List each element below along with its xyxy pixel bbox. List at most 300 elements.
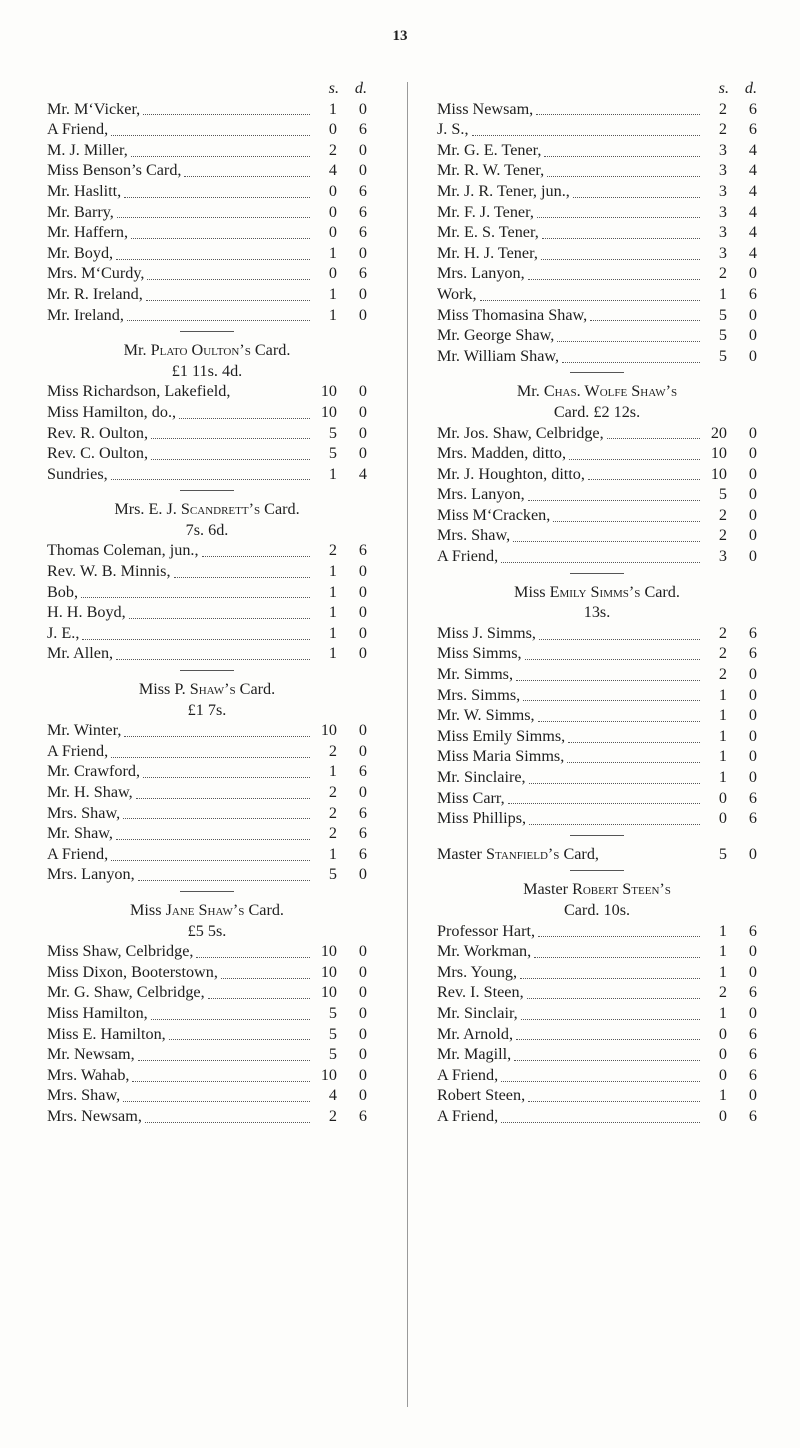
amount-shillings: 5 [328,423,337,442]
amount-pence: 6 [358,803,367,822]
subscription-row [437,305,757,326]
subscriber-name: Work, [437,284,477,303]
amount-shillings: 0 [718,788,727,807]
dotted-leader [590,316,700,321]
amount-pence: 0 [358,962,367,981]
subscriber-name: Mrs. Shaw, [47,1086,121,1105]
subscriber-name: Mr. Haslitt, [47,181,122,200]
amount-pence: 0 [748,547,757,566]
dotted-leader [116,835,310,840]
card-total: Card. £2 12s. [553,402,641,421]
subscriber-name: Mr. M‘Vicker, [47,99,141,118]
amount-pence: 4 [748,223,757,242]
card-title-suffix: Card. [260,500,300,519]
card-title-suffix: Card, [559,844,599,863]
subscription-row [47,263,367,284]
card-title [437,844,599,865]
subscription-row [437,140,757,161]
amount-pence: 0 [358,99,367,118]
subscription-row [47,741,367,762]
subscriber-name: Mr. G. Shaw, Celbridge, [47,983,205,1002]
amount-shillings: 5 [328,1045,337,1064]
subscription-row [437,525,757,546]
subscriber-name: Miss Emily Simms, [437,726,566,745]
amount-pence: 0 [358,1003,367,1022]
subscription-row [47,1065,367,1086]
dotted-leader [132,1077,310,1082]
dotted-leader [116,255,310,260]
dotted-leader [174,573,310,578]
subscription-row [47,222,367,243]
dotted-leader [538,932,700,937]
dotted-leader [513,537,700,542]
subscriber-name: Mrs. Newsam, [47,1106,142,1125]
amount-shillings: 0 [328,120,337,139]
amount-pence: 0 [358,1045,367,1064]
amount-shillings: 1 [718,942,727,961]
pence-header: d. [744,79,757,97]
card-holder-name: Robert Steen’s [572,880,671,899]
dotted-leader [573,193,700,198]
subscriber-name: Professor Hart, [437,921,536,940]
subscription-row [437,705,757,726]
subscriber-name: Mrs. Wahab, [47,1065,130,1084]
subscription-row [47,561,367,582]
card-holder-name: Stanfield’s [486,844,560,863]
subscription-row [437,263,757,284]
card-title-prefix: Master [437,844,486,863]
card-total: £1 11s. 4d. [171,361,243,380]
amount-pence: 0 [358,284,367,303]
amount-pence: 0 [358,444,367,463]
subscription-row [437,325,757,346]
dotted-leader [151,455,310,460]
subscription-row [47,284,367,305]
amount-pence: 0 [358,741,367,760]
dotted-leader [521,1015,700,1020]
dotted-leader [221,974,310,979]
dotted-leader [111,475,310,480]
card-holder-name: Plato Oulton’s [150,341,251,360]
amount-shillings: 2 [328,140,337,159]
amount-pence: 6 [358,762,367,781]
amount-shillings: 1 [328,762,337,781]
dotted-leader [143,110,310,115]
dotted-leader [534,953,700,958]
subscription-row [47,1106,367,1127]
amount-shillings: 5 [718,326,727,345]
amount-shillings: 2 [718,983,727,1002]
subscriber-name: Mr. G. E. Tener, [437,140,542,159]
subscriber-name: Mr. Crawford, [47,762,141,781]
subscriber-name: Miss Phillips, [437,809,527,828]
dotted-leader [541,255,700,260]
amount-pence: 6 [358,1106,367,1125]
amount-pence: 6 [748,921,757,940]
subscriber-name: Rev. W. B. Minnis, [47,562,171,581]
subscriber-name: A Friend, [47,844,109,863]
subscriber-name: Mr. H. J. Tener, [437,243,538,262]
amount-pence: 0 [358,644,367,663]
subscription-row [437,243,757,264]
amount-shillings: 1 [718,921,727,940]
amount-shillings: 1 [718,284,727,303]
subscriber-name: Miss Dixon, Booterstown, [47,962,218,981]
amount-shillings: 10 [320,382,337,401]
subscription-row [437,1065,757,1086]
subscription-row [437,664,757,685]
subscription-row [437,464,757,485]
card-holder-name: Chas. Wolfe Shaw’s [543,382,678,401]
subscription-row [47,623,367,644]
amount-shillings: 1 [718,1003,727,1022]
dotted-leader [131,234,310,239]
amount-shillings: 1 [328,582,337,601]
subscription-row [437,1044,757,1065]
subscriber-name: Mr. George Shaw, [437,326,555,345]
amount-shillings: 1 [718,706,727,725]
subscription-row [47,844,367,865]
amount-shillings: 10 [320,402,337,421]
amount-pence: 6 [748,623,757,642]
dotted-leader [208,994,310,999]
dotted-leader [81,593,310,598]
subscriber-name: Mr. E. S. Tener, [437,223,539,242]
subscriber-name: Miss Simms, [437,644,522,663]
subscriber-name: Mr. Sinclaire, [437,768,526,786]
subscription-row [437,623,757,644]
amount-pence: 0 [358,423,367,442]
dotted-leader [138,1056,310,1061]
card-title-suffix: Card. [640,582,680,601]
subscription-row [437,808,757,829]
card-holder-name: Emily Simms’s [549,582,641,601]
amount-pence: 0 [358,1086,367,1105]
dotted-leader [529,820,700,825]
amount-pence: 0 [748,444,757,463]
left-column [47,78,367,1127]
dotted-leader [124,193,310,198]
subscriber-name: Mr. Allen, [47,644,114,663]
amount-shillings: 5 [718,346,727,365]
card-title [47,900,367,921]
dotted-leader [568,738,700,743]
amount-shillings: 0 [718,1065,727,1084]
amount-shillings: 1 [328,284,337,303]
dotted-leader [523,696,700,701]
subscriber-name: Miss Richardson, Lakefield, [47,382,231,401]
amount-pence: 6 [748,1024,757,1043]
subscriber-name: Mr. H. Shaw, [47,783,133,801]
amount-pence: 0 [358,865,367,884]
subscription-row [437,443,757,464]
dotted-leader [111,856,310,861]
subscriber-name: Miss Shaw, Celbridge, [47,942,194,961]
subscriber-name: Robert Steen, [437,1086,526,1105]
amount-pence: 0 [748,423,757,442]
subscriber-name: Mrs. Shaw, [47,803,121,822]
section-rule [570,573,624,574]
dotted-leader [508,799,700,804]
amount-shillings: 1 [718,962,727,981]
subscriber-name: A Friend, [437,1065,499,1084]
dotted-leader [516,1035,700,1040]
amount-shillings: 0 [328,223,337,242]
amount-shillings: 1 [328,464,337,483]
amount-pence: 0 [358,1065,367,1084]
section-rule [180,490,234,491]
section-rule [570,372,624,373]
card-title-prefix: Mr. [123,341,151,360]
subscriber-name: Mrs. Madden, ditto, [437,444,567,463]
dotted-leader [588,475,700,480]
section-rule [180,891,234,892]
subscription-row [47,720,367,741]
amount-pence: 0 [748,962,757,981]
subscriber-name: Mr. Simms, [437,665,514,684]
card-title [47,340,367,361]
amount-shillings: 1 [718,747,727,766]
amount-pence: 6 [358,844,367,863]
subscriber-name: Mr. Jos. Shaw, Celbridge, [437,423,604,442]
subscriber-name: A Friend, [437,1106,499,1125]
dotted-leader [557,337,700,342]
subscription-row [47,1024,367,1045]
amount-pence: 0 [358,942,367,961]
amount-shillings: 1 [328,99,337,118]
amount-pence: 0 [358,562,367,581]
pence-header: d. [354,79,367,97]
subscriber-name: Rev. C. Oulton, [47,444,149,463]
dotted-leader [117,213,310,218]
dotted-leader [129,614,310,619]
subscription-row [437,982,757,1003]
amount-shillings: 0 [718,1024,727,1043]
dotted-leader [528,496,700,501]
amount-pence: 0 [748,1086,757,1105]
amount-shillings: 3 [718,547,727,566]
subscriber-name: J. S., [437,120,469,139]
amount-shillings: 1 [718,768,727,786]
subscriber-name: Mrs. Lanyon, [437,264,525,283]
subscription-row [47,1085,367,1106]
amount-pence: 0 [748,685,757,704]
card-title-prefix: Miss P. [138,680,190,699]
amount-pence: 6 [748,1106,757,1125]
amount-pence: 6 [748,1065,757,1084]
dotted-leader [124,732,310,737]
subscriber-name: Rev. R. Oulton, [47,423,149,442]
amount-pence: 6 [358,120,367,139]
subscriber-name: Mr. Workman, [437,942,532,961]
subscription-row [437,505,757,526]
dotted-leader [501,558,700,563]
amount-pence: 0 [358,983,367,1002]
amount-pence: 6 [358,223,367,242]
amount-pence: 0 [748,665,757,684]
amount-pence: 4 [748,202,757,221]
subscription-row [437,1106,757,1127]
subscriber-name: Mr. Arnold, [437,1024,513,1043]
subscriber-name: Mrs. Simms, [437,685,521,704]
amount-shillings: 2 [328,803,337,822]
subscriber-name: Miss Hamilton, [47,1003,148,1022]
amount-shillings: 3 [718,202,727,221]
card-total: 7s. 6d. [185,520,229,539]
subscription-row [47,140,367,161]
amount-shillings: 3 [718,140,727,159]
subscription-row [437,1024,757,1045]
subscriber-name: Mrs. Lanyon, [47,865,135,884]
amount-shillings: 1 [328,644,337,663]
amount-shillings: 2 [718,505,727,524]
column-header [437,78,757,99]
amount-pence: 4 [748,181,757,200]
amount-shillings: 10 [710,444,727,463]
amount-shillings: 20 [710,423,727,442]
dotted-leader [123,814,310,819]
card-title-prefix: Miss [514,582,550,601]
dotted-leader [143,773,310,778]
amount-pence: 6 [358,181,367,200]
subscriber-name: Miss Maria Simms, [437,747,565,766]
subscription-row [437,202,757,223]
dotted-leader [146,296,310,301]
dotted-leader [196,953,310,958]
amount-pence: 0 [748,505,757,524]
amount-shillings: 2 [328,541,337,560]
amount-shillings: 0 [718,1106,727,1125]
dotted-leader [607,434,700,439]
amount-pence: 6 [748,809,757,828]
subscription-row [437,643,757,664]
subscription-row [47,464,367,485]
amount-shillings: 5 [328,1003,337,1022]
column-header [47,78,367,99]
amount-shillings: 5 [718,485,727,504]
dotted-leader [525,655,700,660]
card-title [437,381,757,402]
subscriber-name: Mr. Ireland, [47,305,124,324]
dotted-leader [202,552,310,557]
dotted-leader [169,1035,310,1040]
dotted-leader [147,275,310,280]
subscription-row [437,726,757,747]
amount-shillings: 1 [328,305,337,324]
subscription-row [47,1003,367,1024]
subscriber-name: Mr. Newsam, [47,1045,135,1064]
amount-pence: 0 [358,582,367,601]
dotted-leader [123,1097,310,1102]
card-title-prefix: Master [523,880,573,899]
subscriber-name: M. J. Miller, [47,140,128,159]
amount-pence: 6 [748,284,757,303]
subscription-row [437,685,757,706]
subscriber-name: Mr. Shaw, [47,824,113,843]
dotted-leader [553,517,700,522]
subscription-row [47,160,367,181]
subscription-row [437,767,757,788]
dotted-leader [528,275,700,280]
dotted-leader [527,994,700,999]
subscription-row [47,402,367,423]
subscription-row [47,643,367,664]
dotted-leader [111,753,310,758]
dotted-leader [116,655,310,660]
amount-pence: 0 [358,402,367,421]
amount-shillings: 2 [718,526,727,545]
amount-pence: 0 [748,768,757,786]
dotted-leader [528,1097,700,1102]
amount-pence: 0 [358,161,367,180]
subscriber-name: A Friend, [437,547,499,566]
column-divider [407,82,408,1407]
card-total: 13s. [583,603,611,622]
subscriber-name: Mr. Boyd, [47,243,114,262]
subscriber-name: Mrs. Young, [437,962,518,981]
subscription-row [47,602,367,623]
subscription-row [437,962,757,983]
amount-shillings: 3 [718,161,727,180]
amount-pence: 0 [748,326,757,345]
subscription-row [437,346,757,367]
amount-shillings: 10 [320,942,337,961]
amount-shillings: 10 [320,1065,337,1084]
subscriber-name: Miss Carr, [437,788,505,807]
amount-pence: 0 [358,382,367,401]
amount-shillings: 1 [718,1086,727,1105]
card-holder-name: Scandrett’s [180,500,261,519]
card-holder-name: Jane Shaw’s [165,900,245,919]
subscriber-name: Mrs. Lanyon, [437,485,525,504]
dotted-leader [82,635,310,640]
subscriber-name: Miss Thomasina Shaw, [437,305,588,324]
amount-pence: 6 [748,120,757,139]
subscriber-name: Thomas Coleman, jun., [47,541,199,560]
amount-pence: 0 [748,844,757,863]
amount-shillings: 1 [328,562,337,581]
subscription-row [47,99,367,120]
subscriber-name: Bob, [47,582,79,601]
shillings-header: s. [718,79,729,97]
amount-pence: 0 [358,305,367,324]
amount-pence: 6 [748,1045,757,1064]
amount-shillings: 2 [718,665,727,684]
dotted-leader [514,1056,700,1061]
amount-shillings: 5 [718,844,727,863]
subscription-row [47,181,367,202]
amount-shillings: 0 [328,264,337,283]
amount-pence: 0 [358,603,367,622]
subscriber-name: Mr. W. Simms, [437,706,535,725]
dotted-leader [542,234,700,239]
amount-shillings: 2 [718,264,727,283]
subscription-row [47,864,367,885]
amount-pence: 6 [358,824,367,843]
dotted-leader [520,974,700,979]
subscriber-name: A Friend, [47,120,109,139]
dotted-leader [151,434,310,439]
subscriber-name: Miss E. Hamilton, [47,1024,166,1043]
amount-shillings: 2 [328,741,337,760]
subscriber-name: Mrs. Shaw, [437,526,511,545]
subscriber-name: Miss Hamilton, do., [47,402,177,421]
subscriber-name: Sundries, [47,464,108,483]
card-total: £5 5s. [187,921,227,940]
section-rule [180,670,234,671]
card-title-prefix: Miss [130,900,166,919]
amount-shillings: 3 [718,243,727,262]
